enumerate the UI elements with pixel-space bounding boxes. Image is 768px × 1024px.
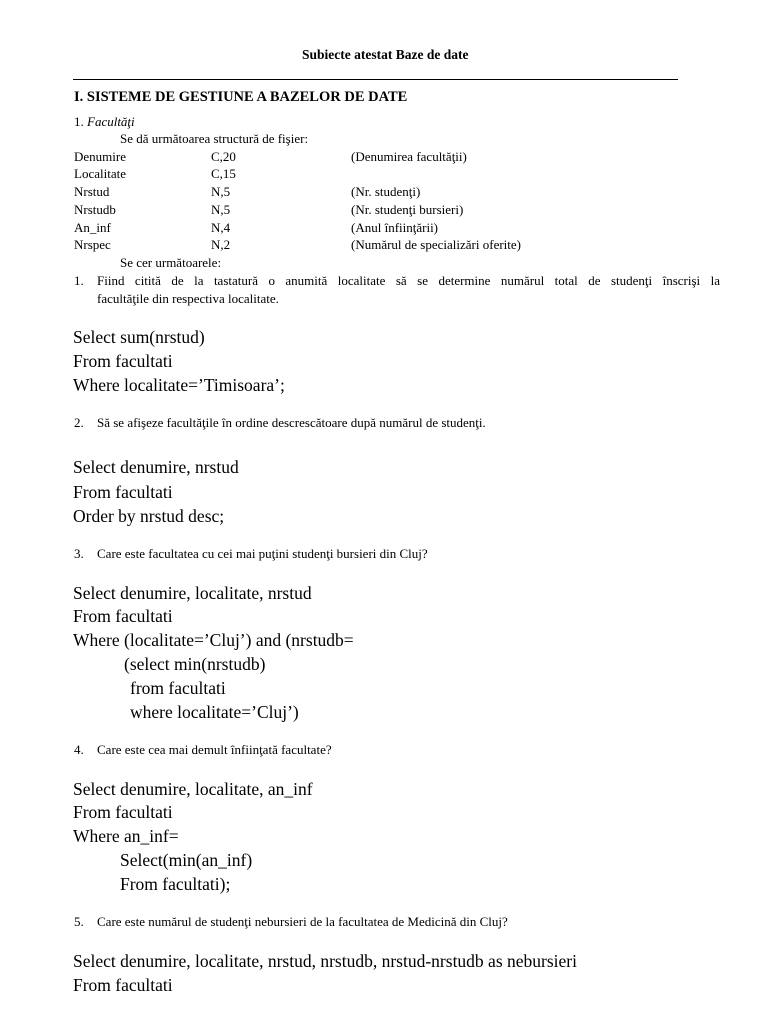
- question-number: 5.: [74, 914, 84, 929]
- sql-line: Select denumire, localitate, an_inf: [73, 779, 313, 799]
- question-number: 4.: [74, 742, 84, 757]
- document-title: Subiecte atestat Baze de date: [302, 47, 469, 62]
- sql-line: From facultati);: [120, 874, 231, 894]
- sql-line: Select denumire, nrstud: [73, 457, 239, 477]
- section-heading: I. SISTEME DE GESTIUNE A BAZELOR DE DATE: [74, 89, 408, 105]
- field-description: (Nr. studenţi bursieri): [351, 202, 464, 217]
- field-type: N,2: [211, 237, 231, 252]
- sql-line: From facultati: [73, 606, 173, 626]
- question-text: Care este cea mai demult înfiinţată facultate?: [97, 742, 332, 757]
- question-number: 1.: [74, 273, 84, 288]
- field-type: N,5: [211, 202, 231, 217]
- structure-intro: Se dă următoarea structură de fişier:: [120, 131, 309, 146]
- question-text: Care este numărul de studenţi nebursieri de la facultatea de Medicină din Cluj?: [97, 914, 508, 929]
- sql-line: Select(min(an_inf): [120, 850, 253, 870]
- sql-line: from facultati: [130, 678, 226, 698]
- field-description: (Nr. studenţi): [351, 184, 421, 199]
- field-type: N,4: [211, 220, 231, 235]
- sql-line: Select sum(nrstud): [73, 327, 205, 347]
- sql-line: Where (localitate=’Cluj’) and (nrstudb=: [73, 630, 354, 650]
- field-description: (Denumirea facultăţii): [351, 149, 467, 164]
- sql-line: Where an_inf=: [73, 826, 179, 846]
- problem-number: 1.: [74, 114, 84, 129]
- sql-line: Order by nrstud desc;: [73, 506, 225, 526]
- sql-line: From facultati: [73, 351, 173, 371]
- sql-line: Where localitate=’Timisoara’;: [73, 375, 285, 395]
- question-text: Să se afişeze facultăţile în ordine descrescătoare după numărul de studenţi.: [97, 415, 486, 430]
- sql-line: Select denumire, localitate, nrstud, nrstudb, nrstud-nrstudb as nebursieri: [73, 951, 577, 971]
- sql-line: From facultati: [73, 975, 173, 995]
- question-number: 3.: [74, 546, 84, 561]
- field-type: C,20: [211, 149, 236, 164]
- question-text: Care este facultatea cu cei mai puţini studenţi bursieri din Cluj?: [97, 546, 428, 561]
- sql-line: From facultati: [73, 482, 173, 502]
- field-name: Nrstudb: [74, 202, 116, 217]
- sql-line: (select min(nrstudb): [124, 654, 266, 674]
- question-text: Fiind citită de la tastatură o anumită localitate să se determine numărul total de studenţi înscrişi la: [97, 273, 720, 288]
- problem-name: Facultăţi: [87, 114, 135, 129]
- field-name: An_inf: [74, 220, 111, 235]
- field-type: N,5: [211, 184, 231, 199]
- question-number: 2.: [74, 415, 84, 430]
- sql-line: From facultati: [73, 802, 173, 822]
- field-name: Nrstud: [74, 184, 110, 199]
- field-description: (Numărul de specializări oferite): [351, 237, 521, 252]
- field-type: C,15: [211, 166, 236, 181]
- problem-header: [74, 115, 135, 128]
- field-name: Denumire: [74, 149, 126, 164]
- field-description: (Anul înfiinţării): [351, 220, 439, 235]
- question-text: facultăţile din respectiva localitate.: [97, 291, 279, 306]
- field-name: Localitate: [74, 166, 126, 181]
- sql-line: Select denumire, localitate, nrstud: [73, 583, 312, 603]
- field-name: Nrspec: [74, 237, 111, 252]
- title-divider: [73, 79, 678, 80]
- sql-line: where localitate=’Cluj’): [130, 702, 299, 722]
- requirements-intro: Se cer următoarele:: [120, 255, 222, 270]
